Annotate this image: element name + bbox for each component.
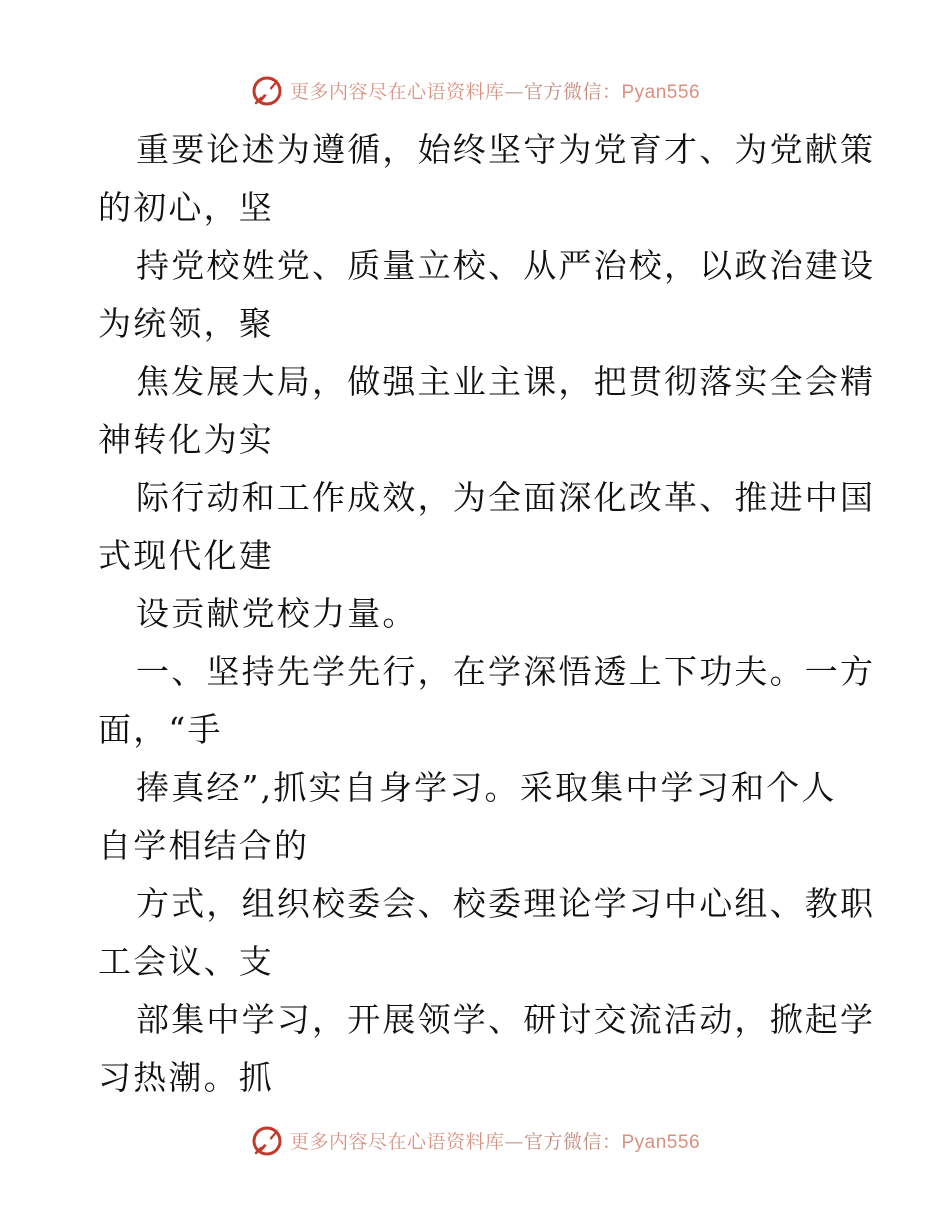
text-line-12: 捧真经”,抓实自身学习。采取集中学习和个人 bbox=[136, 768, 837, 807]
text-line-16: 部集中学习，开展领学、研讨交流活动，掀起学 bbox=[136, 1000, 876, 1039]
text-line-6: 神转化为实 bbox=[98, 420, 274, 459]
document-body bbox=[98, 121, 876, 1107]
footer-banner-wechat-id: Pyan556 bbox=[621, 1131, 701, 1153]
text-line-14: 方式，组织校委会、校委理论学习中心组、教职 bbox=[136, 884, 876, 923]
text-line-13: 自学相结合的 bbox=[98, 826, 310, 865]
text-line-3: 持党校姓党、质量立校、从严治校，以政治建设 bbox=[136, 246, 876, 285]
footer-banner bbox=[0, 1120, 950, 1160]
text-line-10: 一、坚持先学先行，在学深悟透上下功夫。一方 bbox=[136, 652, 876, 691]
header-banner-dash: — bbox=[504, 80, 524, 103]
text-line-2: 的初心，坚 bbox=[98, 188, 274, 227]
header-banner-wechat-label: 官方微信： bbox=[523, 80, 622, 103]
footer-banner-wechat-label: 官方微信： bbox=[523, 1130, 622, 1153]
text-line-9: 设贡献党校力量。 bbox=[136, 594, 418, 633]
header-banner-inner bbox=[250, 73, 700, 107]
text-line-11: 面，“手 bbox=[98, 710, 223, 749]
header-banner-slogan: 更多内容尽在心语资料库 bbox=[289, 80, 505, 103]
text-line-5: 焦发展大局，做强主业主课，把贯彻落实全会精 bbox=[136, 362, 876, 401]
text-line-7: 际行动和工作成效，为全面深化改革、推进中国 bbox=[136, 478, 876, 517]
footer-banner-text bbox=[290, 1127, 700, 1154]
quill-logo-icon bbox=[250, 1123, 284, 1157]
text-line-17: 习热潮。抓 bbox=[98, 1058, 274, 1097]
header-banner-wechat-id: Pyan556 bbox=[621, 81, 701, 103]
footer-banner-inner bbox=[250, 1123, 700, 1157]
header-banner-text bbox=[290, 77, 700, 104]
text-line-8: 式现代化建 bbox=[98, 536, 274, 575]
text-line-15: 工会议、支 bbox=[98, 942, 274, 981]
text-line-4: 为统领，聚 bbox=[98, 304, 274, 343]
text-line-1: 重要论述为遵循，始终坚守为党育才、为党献策 bbox=[136, 130, 876, 169]
footer-banner-dash: — bbox=[504, 1130, 524, 1153]
quill-logo-icon bbox=[250, 73, 284, 107]
footer-banner-slogan: 更多内容尽在心语资料库 bbox=[289, 1130, 505, 1153]
header-banner bbox=[0, 70, 950, 110]
